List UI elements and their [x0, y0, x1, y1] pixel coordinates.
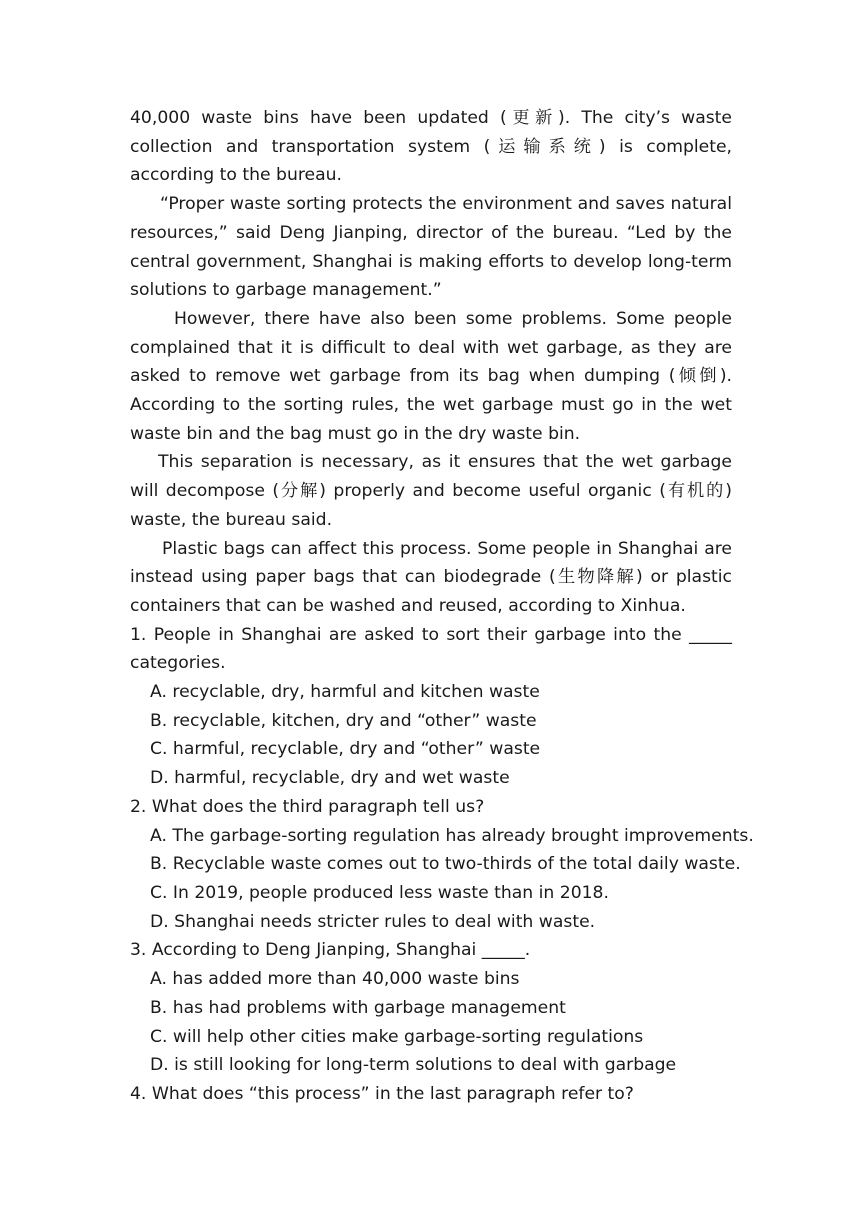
option-b: B. recyclable, kitchen, dry and “other” waste — [150, 710, 537, 731]
option-d: D. Shanghai needs stricter rules to deal with waste. — [150, 911, 596, 932]
option-b: B. Recyclable waste comes out to two-thirds of the total daily waste. — [150, 854, 741, 875]
option-b: B. has had problems with garbage management — [150, 997, 566, 1018]
question-stem: 1. People in Shanghai are asked to sort their garbage into the _____ categories. — [130, 624, 732, 674]
option-d: D. is still looking for long-term solutions to deal with garbage — [150, 1055, 677, 1076]
question-stem: 3. According to Deng Jianping, Shanghai _____. — [130, 940, 531, 961]
question-2 — [130, 793, 754, 937]
option-c: C. harmful, recyclable, dry and “other” waste — [150, 739, 541, 760]
document-page — [130, 104, 754, 1109]
option-c: C. will help other cities make garbage-sorting regulations — [150, 1026, 644, 1047]
option-a: A. The garbage-sorting regulation has already brought improvements. — [150, 825, 754, 846]
option-c: C. In 2019, people produced less waste than in 2018. — [150, 882, 609, 903]
option-d: D. harmful, recyclable, dry and wet waste — [150, 768, 510, 789]
question-stem: 4. What does “this process” in the last paragraph refer to? — [130, 1083, 634, 1104]
question-3 — [130, 936, 732, 1080]
paragraph-plastic-bags: Plastic bags can affect this process. Some people in Shanghai are instead using paper bags that can biodegrade (生物降解) or plastic containers that can be washed and reused, according to Xinhua. — [130, 538, 732, 616]
question-stem: 2. What does the third paragraph tell us? — [130, 796, 485, 817]
paragraph-bins-update: 40,000 waste bins have been updated (更新). The city’s waste collection and transportation system (运输系统) is complete, according to the bureau. — [130, 108, 732, 186]
question-4 — [130, 1080, 732, 1109]
option-a: A. recyclable, dry, harmful and kitchen waste — [150, 682, 540, 703]
paragraph-problems: However, there have also been some problems. Some people complained that it is difficult to deal with wet garbage, as they are asked to remove wet garbage from its bag when dumping (倾倒). According to the sorting rules, the wet garbage must go in the wet waste bin and the bag must go in the dry waste bin. — [130, 308, 732, 444]
option-a: A. has added more than 40,000 waste bins — [150, 969, 520, 990]
paragraph-separation: This separation is necessary, as it ensures that the wet garbage will decompose (分解) properly and become useful organic (有机的) waste, the bureau said. — [130, 452, 732, 530]
paragraph-deng-quote: “Proper waste sorting protects the environment and saves natural resources,” said Deng Jianping, director of the bureau. “Led by the central government, Shanghai is making efforts to develop long-term solutions to garbage management.” — [130, 194, 732, 301]
question-1 — [130, 621, 732, 793]
